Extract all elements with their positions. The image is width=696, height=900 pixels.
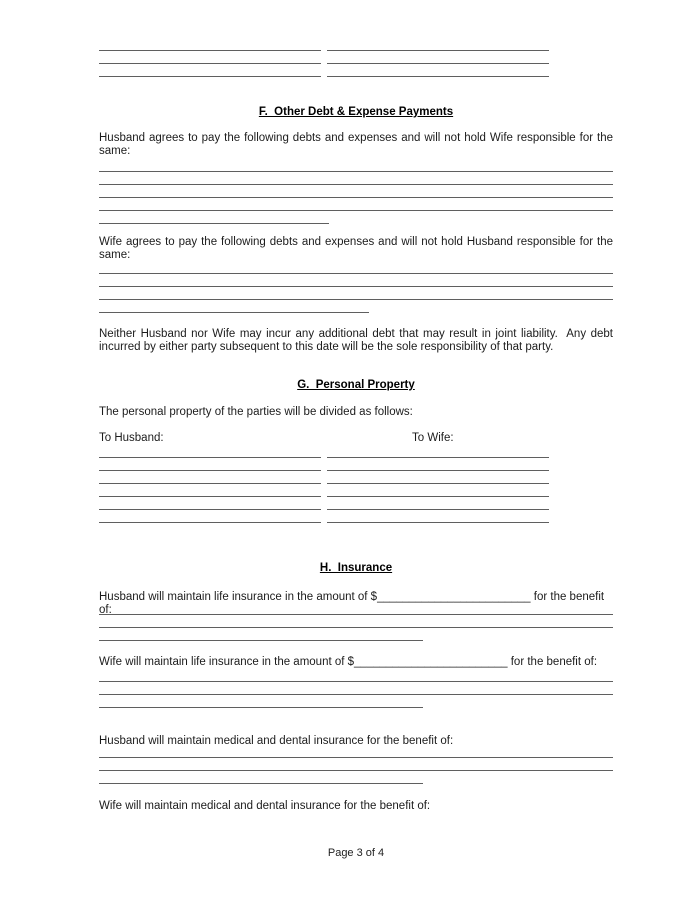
blank-line: [327, 484, 549, 497]
husband-life-blank-lines: [99, 602, 613, 641]
blank-line-row: [99, 510, 613, 523]
blank-line-row: [99, 39, 613, 51]
husband-life-insurance-paragraph: Husband will maintain life insurance in the amount of $________________________ for the benefit of:: [99, 591, 605, 616]
blank-line: [327, 64, 549, 77]
wife-life-blank-lines: [99, 669, 613, 708]
husband-medical-blank-lines: [99, 745, 613, 784]
wife-medical-insurance-paragraph: Wife will maintain medical and dental insurance for the benefit of:: [99, 800, 431, 812]
blank-line: [99, 39, 321, 51]
blank-line-partial: [99, 300, 369, 313]
blank-line: [99, 471, 321, 484]
blank-line-partial: [99, 771, 423, 784]
blank-line: [99, 745, 613, 758]
blank-line-partial: [99, 628, 423, 641]
blank-line: [99, 615, 613, 628]
blank-line: [99, 510, 321, 523]
blank-line-partial: [99, 695, 423, 708]
section-g-heading: [99, 379, 613, 392]
blank-line: [99, 274, 613, 287]
section-h-heading: [99, 562, 613, 575]
to-husband-label: To Husband:: [99, 432, 164, 444]
blank-line: [99, 602, 613, 615]
blank-line: [327, 510, 549, 523]
husband-medical-insurance-paragraph: Husband will maintain medical and dental insurance for the benefit of:: [99, 735, 454, 747]
section-g-heading-text: G. Personal Property: [297, 379, 415, 391]
blank-line: [327, 445, 549, 458]
husband-debts-blank-lines: [99, 159, 613, 224]
blank-line: [99, 458, 321, 471]
blank-line: [99, 64, 321, 77]
blank-line: [99, 159, 613, 172]
section-h-heading-text: H. Insurance: [319, 562, 393, 574]
blank-line: [99, 669, 613, 682]
section-f-heading: [99, 106, 613, 119]
top-blank-line-grid: [99, 39, 613, 77]
blank-line: [327, 39, 549, 51]
blank-line-row: [99, 64, 613, 77]
blank-line: [99, 185, 613, 198]
blank-line-row: [99, 51, 613, 64]
blank-line: [99, 445, 321, 458]
blank-line: [99, 261, 613, 274]
to-wife-label: To Wife:: [412, 432, 454, 444]
blank-line-row: [99, 471, 613, 484]
blank-line: [99, 682, 613, 695]
blank-line-row: [99, 484, 613, 497]
property-blank-line-grid: [99, 445, 613, 523]
personal-property-intro: The personal property of the parties will be divided as follows:: [99, 406, 413, 418]
property-column-labels: [99, 432, 613, 445]
husband-debts-paragraph: Husband agrees to pay the following debts and expenses and will not hold Wife responsible for the same:: [99, 132, 613, 157]
blank-line: [327, 51, 549, 64]
blank-line: [99, 51, 321, 64]
blank-line: [99, 484, 321, 497]
blank-line-row: [99, 445, 613, 458]
blank-line: [99, 497, 321, 510]
blank-line: [99, 287, 613, 300]
blank-line: [99, 172, 613, 185]
blank-line: [99, 198, 613, 211]
section-f-heading-text: F. Other Debt & Expense Payments: [258, 106, 454, 118]
blank-line: [327, 458, 549, 471]
blank-line: [99, 758, 613, 771]
wife-life-insurance-paragraph: Wife will maintain life insurance in the amount of $________________________ for the benefit of:: [99, 656, 598, 668]
blank-line-row: [99, 497, 613, 510]
blank-line-row: [99, 458, 613, 471]
wife-debts-paragraph: Wife agrees to pay the following debts and expenses and will not hold Husband responsible for the same:: [99, 236, 613, 261]
wife-debts-blank-lines: [99, 261, 613, 313]
blank-line: [327, 471, 549, 484]
page-number-footer: Page 3 of 4: [327, 847, 385, 859]
blank-line-partial: [99, 211, 329, 224]
blank-line: [327, 497, 549, 510]
joint-liability-paragraph: Neither Husband nor Wife may incur any additional debt that may result in joint liability. Any debt incurred by either party subsequent to this date will be the sole responsibility of that party.: [99, 328, 613, 353]
